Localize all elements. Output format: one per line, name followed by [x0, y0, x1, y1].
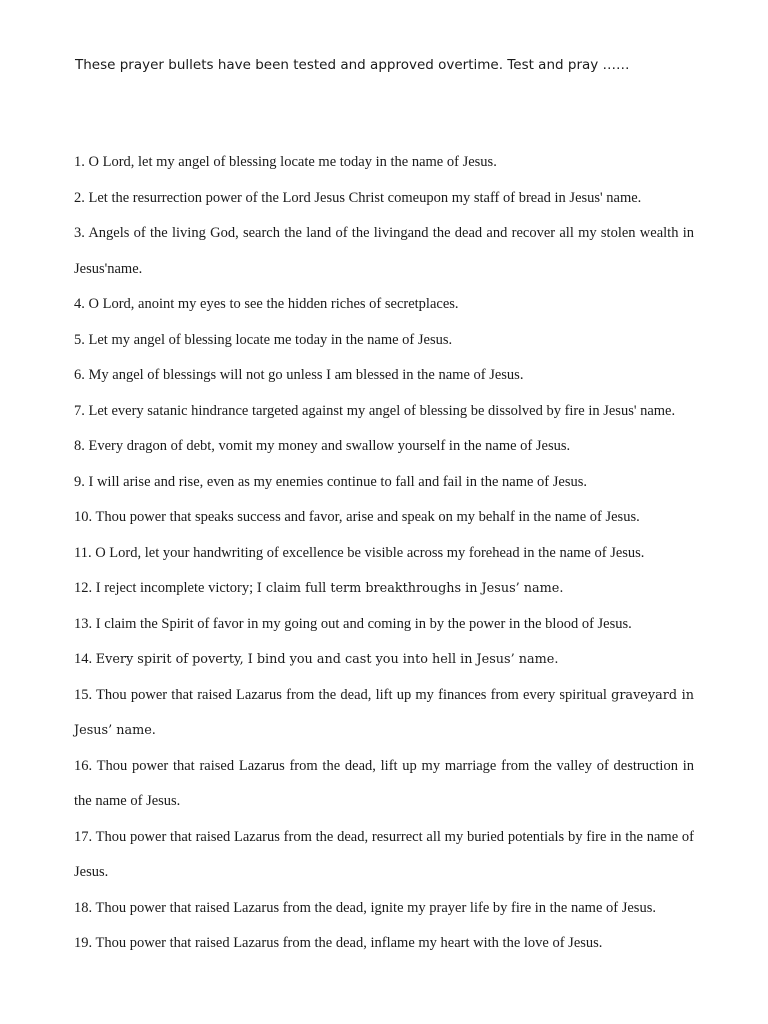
prayer-list — [74, 145, 694, 962]
list-item: 8. Every dragon of debt, vomit my money and swallow yourself in the name of Jesus. — [74, 438, 571, 454]
list-item: 10. Thou power that speaks success and favor, arise and speak on my behalf in the name of Jesus. — [74, 509, 640, 525]
list-item-15-tail: graveyard in Jesus’ name. — [74, 687, 695, 738]
list-item: 4. O Lord, anoint my eyes to see the hidden riches of secretplaces. — [74, 296, 459, 312]
list-item-12-lead: 12. I reject incomplete victory; — [74, 580, 257, 596]
list-item: 19. Thou power that raised Lazarus from the dead, inflame my heart with the love of Jesus. — [74, 935, 603, 951]
list-item: 17. Thou power that raised Lazarus from the dead, resurrect all my buried potentials by fire in the name of Jesus. — [74, 828, 694, 880]
list-item: 3. Angels of the living God, search the land of the livingand the dead and recover all my stolen wealth in Jesus'name. — [74, 225, 694, 277]
list-item: 2. Let the resurrection power of the Lord Jesus Christ comeupon my staff of bread in Jesus' name. — [74, 189, 642, 206]
list-item-14-lead: 14. — [74, 651, 96, 667]
list-item-15-lead: 15. Thou power that raised Lazarus from the dead, lift up my finances from every spiritual — [74, 686, 612, 703]
list-item: 5. Let my angel of blessing locate me today in the name of Jesus. — [74, 331, 453, 348]
list-item: 1. O Lord, let my angel of blessing locate me today in the name of Jesus. — [74, 154, 497, 170]
list-item-12 — [74, 571, 694, 607]
list-item: 18. Thou power that raised Lazarus from the dead, ignite my prayer life by fire in the name of Jesus. — [74, 899, 656, 916]
list-item-12-tail: I claim full term breakthroughs in Jesus’ name. — [256, 581, 564, 596]
list-item: 7. Let every satanic hindrance targeted against my angel of blessing be dissolved by fire in Jesus' name. — [74, 402, 676, 419]
list-item: 16. Thou power that raised Lazarus from the dead, lift up my marriage from the valley of destruction in the name of Jesus. — [74, 757, 694, 809]
list-item: 13. I claim the Spirit of favor in my going out and coming in by the power in the blood of Jesus. — [74, 615, 632, 632]
list-item: 9. I will arise and rise, even as my enemies continue to fall and fail in the name of Jesus. — [74, 473, 587, 490]
list-item: 6. My angel of blessings will not go unless I am blessed in the name of Jesus. — [74, 367, 524, 383]
list-item-15 — [74, 678, 694, 749]
list-item-14 — [74, 642, 694, 678]
intro-text: These prayer bullets have been tested and approved overtime. Test and pray …… — [75, 57, 630, 73]
list-item: 11. O Lord, let your handwriting of excellence be visible across my forehead in the name of Jesus. — [74, 544, 645, 561]
list-item-14-tail: Every spirit of poverty, I bind you and cast you into hell in Jesus’ name. — [95, 652, 559, 667]
